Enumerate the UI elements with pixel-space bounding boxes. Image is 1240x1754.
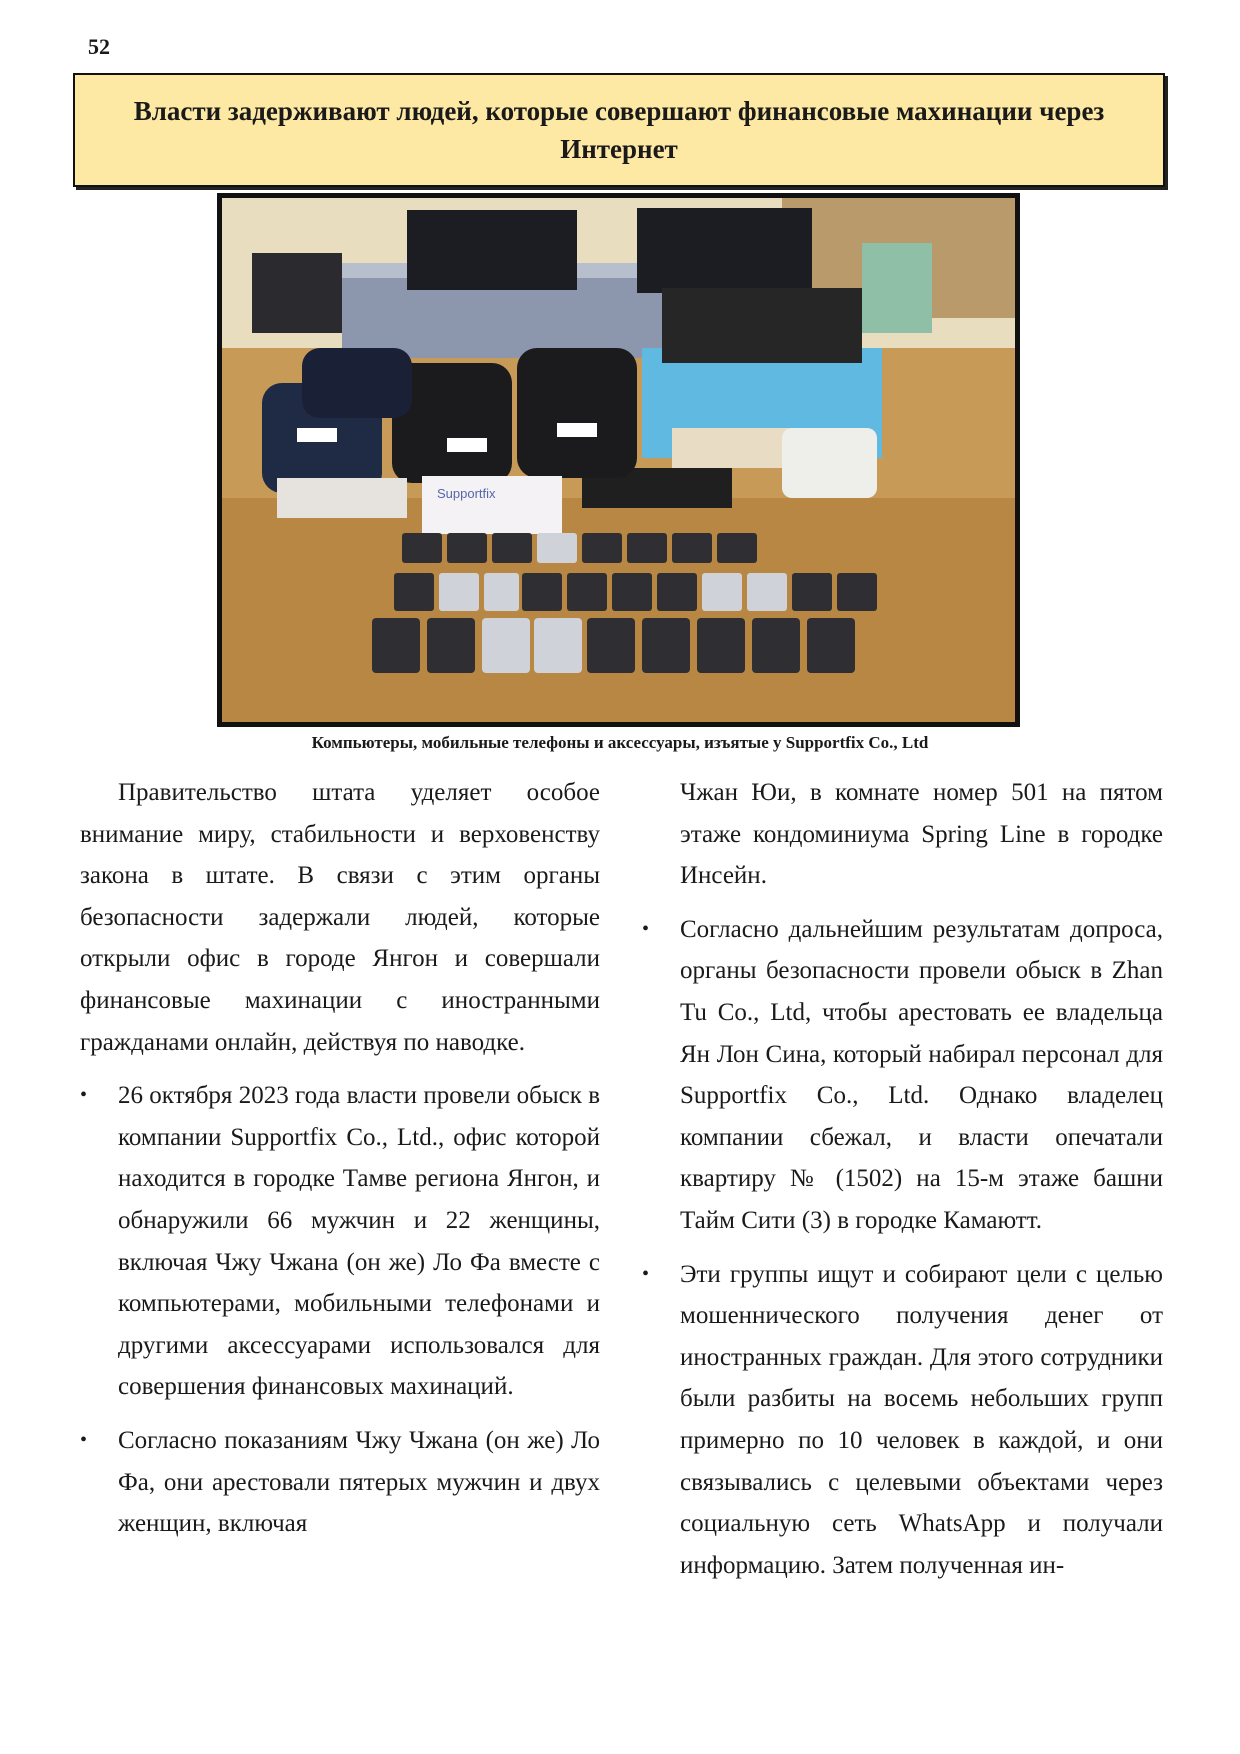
left-column: [80, 772, 600, 1557]
headline-box: [73, 73, 1165, 187]
list-item-text: Согласно дальнейшим результатам допроса, органы безопасности провели обыск в Zhan Tu Co., Ltd, чтобы арестовать ее владельца Ян Лон Сина, который набирал персонал для Supportfix Co., Ltd. Однако владелец компании сбежал, и власти опечатали квартиру № (1502) на 15-м этаже башни Тайм Сити (3) в городке Камаютт.: [680, 915, 1163, 1234]
photo-sign-text: Supportfix: [437, 486, 496, 501]
list-item-text: Согласно показаниям Чжу Чжана (он же) Ло Фа, они арестовали пятерых мужчин и двух женщин, включая: [118, 1426, 600, 1538]
list-item-text: Эти группы ищут и собирают цели с целью мошеннического получения денег от иностранных граждан. Для этого сотрудники были разбиты на восемь небольших групп примерно по 10 человек в каждой, и они связывались с целевыми объектами через социальную сеть WhatsApp и получали информацию. Затем полученная ин-: [680, 1260, 1163, 1579]
page-number: 52: [88, 34, 110, 59]
bullet-icon: •: [80, 1084, 88, 1107]
bullet-icon: •: [80, 1428, 88, 1451]
list-item: [80, 1420, 600, 1545]
evidence-photo: [217, 193, 1020, 727]
list-item: [642, 909, 1163, 1242]
right-bullet-list: [642, 909, 1163, 1587]
left-bullet-list: [80, 1075, 600, 1545]
evidence-photo-illustration: [222, 198, 1015, 722]
photo-caption: Компьютеры, мобильные телефоны и аксессуары, изъятые у Supportfix Co., Ltd: [311, 733, 929, 752]
list-item: [80, 1075, 600, 1408]
bullet-icon: •: [642, 1262, 650, 1285]
continued-paragraph: Чжан Юи, в комнате номер 501 на пятом этаже кондоминиума Spring Line в городке Инсейн.: [680, 779, 1163, 890]
list-item-text: 26 октября 2023 года власти провели обыск в компании Supportfix Co., Ltd., офис которой находится в городке Тамве региона Янгон, и обнаружили 66 мужчин и 22 женщины, включая Чжу Чжана (он же) Ло Фа вместе с компьютерами, мобильными телефонами и другими аксессуарами использовался для совершения финансовых махинаций.: [118, 1082, 600, 1401]
bullet-icon: •: [642, 917, 650, 940]
right-column: [642, 772, 1163, 1598]
intro-paragraph: Правительство штата уделяет особое внимание миру, стабильности и верховенству закона в штате. В связи с этим органы безопасности задержали людей, которые открыли офис в городе Янгон и совершали финансовые махинации с иностранными гражданами онлайн, действуя по наводке.: [80, 779, 600, 1056]
list-item: [642, 1254, 1163, 1587]
headline: Власти задерживают людей, которые совершают финансовые махинации через Интернет: [133, 96, 1105, 164]
